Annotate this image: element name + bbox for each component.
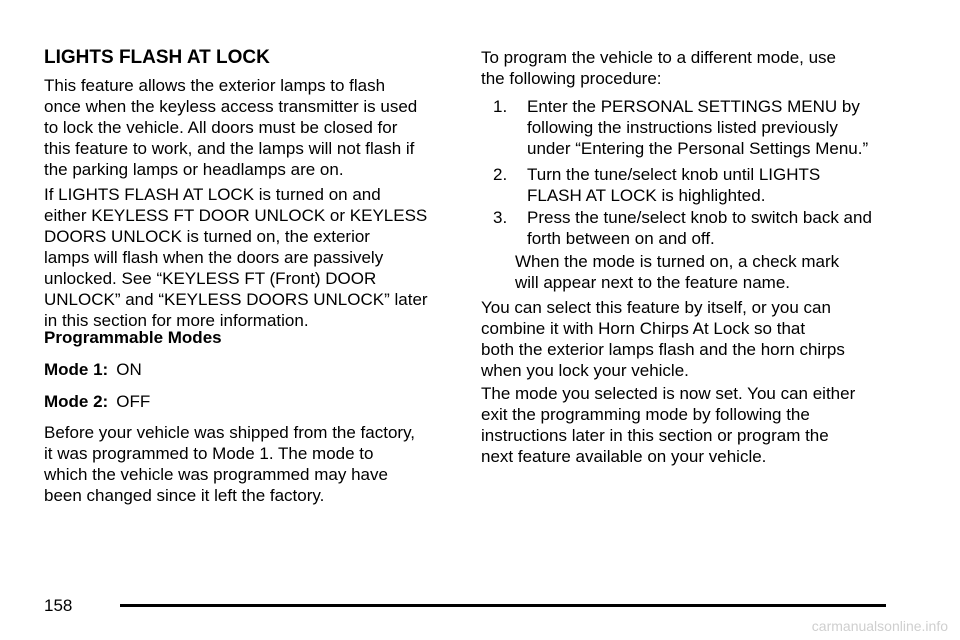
step-text: Enter the PERSONAL SETTINGS MENU by following the instructions listed previously under “Entering the Personal Settings Menu.” [527, 97, 869, 158]
mode-set-paragraph: The mode you selected is now set. You can either exit the programming mode by following the instructions later in this section or program the next feature available on your vehicle. [481, 384, 856, 466]
procedure-step [493, 207, 893, 249]
procedure-step [493, 164, 893, 206]
step-text: Press the tune/select knob to switch back and forth between on and off. [527, 208, 872, 248]
section-heading: LIGHTS FLASH AT LOCK [44, 47, 270, 68]
mode-row [44, 391, 150, 412]
footer-rule [120, 604, 886, 607]
page-number: 158 [44, 596, 73, 615]
step-text: Turn the tune/select knob until LIGHTS FLASH AT LOCK is highlighted. [527, 165, 821, 205]
mode-value: ON [116, 360, 142, 379]
procedure-intro: To program the vehicle to a different mode, use the following procedure: [481, 48, 836, 88]
mode-label: Mode 2: [44, 392, 109, 411]
step-number: 2. [493, 165, 508, 184]
mode-label: Mode 1: [44, 360, 109, 379]
step-number: 3. [493, 208, 508, 227]
combine-feature-paragraph: You can select this feature by itself, or you can combine it with Horn Chirps At Lock so that both the exterior lamps flash and the horn chirps when you lock your vehicle. [481, 298, 845, 380]
mode-value: OFF [116, 392, 151, 411]
procedure-step [493, 96, 893, 159]
step-note: When the mode is turned on, a check mark will appear next to the feature name. [515, 252, 840, 292]
watermark: carmanualsonline.info [811, 618, 948, 634]
passive-unlock-paragraph: If LIGHTS FLASH AT LOCK is turned on and either KEYLESS FT DOOR UNLOCK or KEYLESS DOORS UNLOCK is turned on, the exterior lamps will flash when the doors are passively unlocked. See “KEYLESS FT (Front) DOOR UNLOCK” and “KEYLESS DOORS UNLOCK” later in this section for more information. [44, 185, 428, 330]
mode-row [44, 359, 142, 380]
programmable-modes-heading: Programmable Modes [44, 328, 222, 347]
intro-paragraph: This feature allows the exterior lamps to flash once when the keyless access transmitter is used to lock the vehicle. All doors must be closed for this feature to work, and the lamps will not flash if the parking lamps or headlamps are on. [44, 76, 418, 179]
factory-setting-paragraph: Before your vehicle was shipped from the factory, it was programmed to Mode 1. The mode to which the vehicle was programmed may have been changed since it left the factory. [44, 423, 416, 505]
step-number: 1. [493, 97, 508, 116]
